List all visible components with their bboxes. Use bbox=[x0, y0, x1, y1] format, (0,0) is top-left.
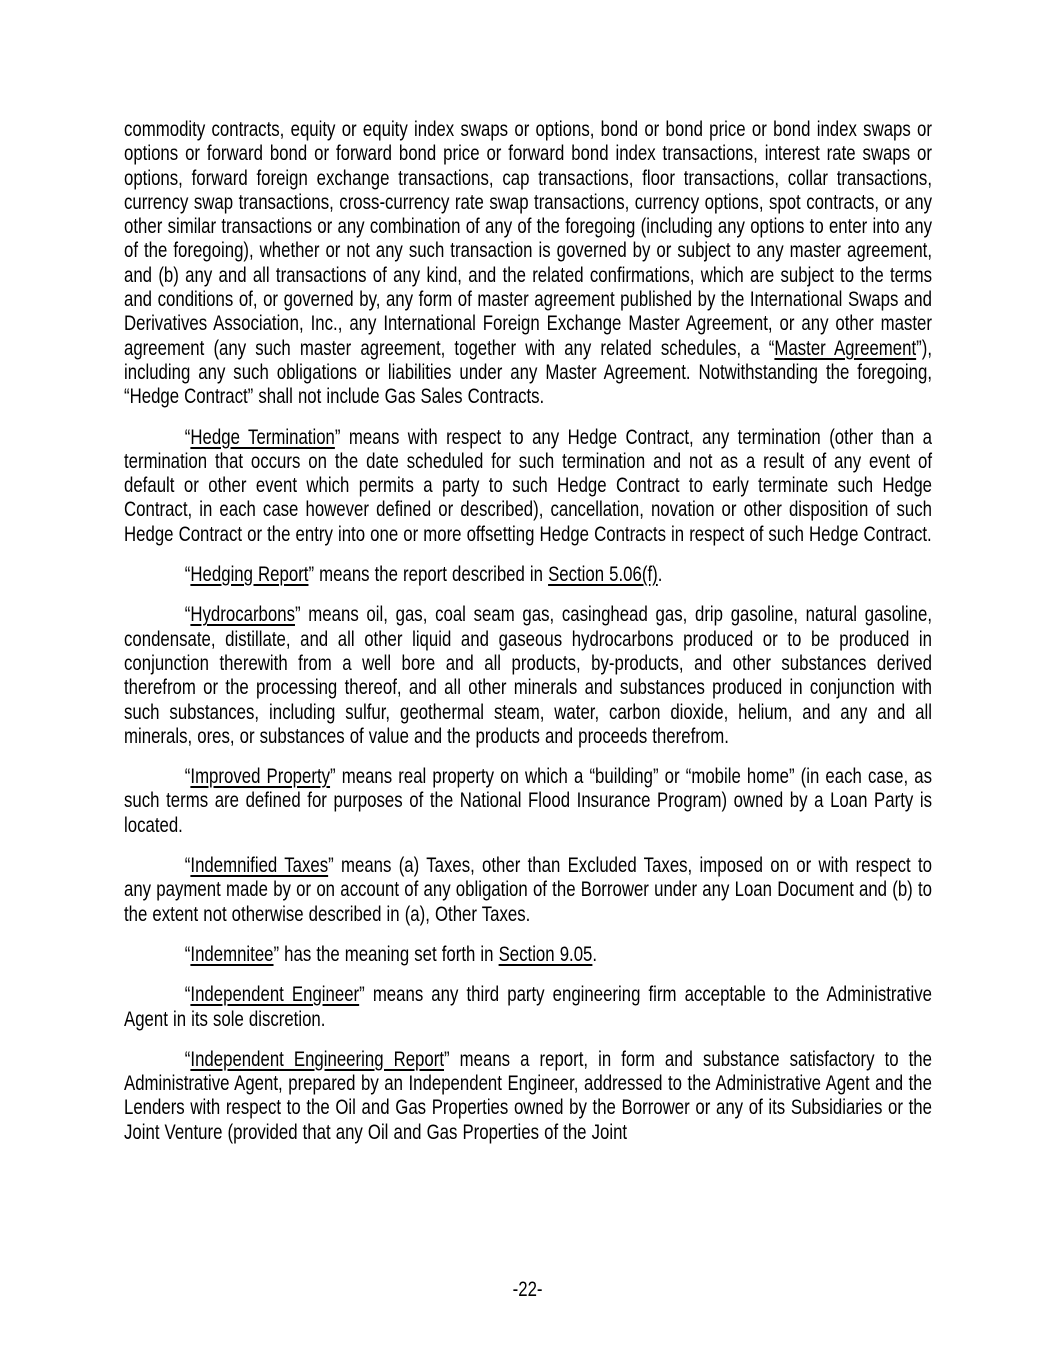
paragraph-text: “ bbox=[184, 983, 191, 1007]
defined-term: Hedging Report bbox=[190, 563, 309, 587]
paragraph-text: ” means real property on which a “building” or “mobile home” (in each case, as such terms are defined for purposes of the National Flood Insurance Program) owned by a Loan Party is located. bbox=[124, 765, 933, 837]
paragraph bbox=[124, 603, 932, 749]
defined-term: Master Agreement bbox=[774, 336, 917, 360]
paragraph-text: ” means any third party engineering firm acceptable to the Administrative Agent in its sole discretion. bbox=[124, 983, 932, 1031]
paragraph-text: ” means (a) Taxes, other than Excluded Taxes, imposed on or with respect to any payment made by or on account of any obligation of the Borrower under any Loan Document and (b) to the extent not otherwise described in (a), Other Taxes. bbox=[124, 854, 933, 926]
paragraph bbox=[124, 1048, 932, 1145]
paragraph-text: “ bbox=[184, 854, 191, 878]
paragraph-text: . bbox=[592, 942, 598, 966]
paragraph bbox=[124, 854, 932, 927]
paragraph bbox=[124, 118, 932, 410]
paragraph bbox=[124, 765, 932, 838]
page-number: -22- bbox=[512, 1278, 543, 1301]
paragraph bbox=[124, 563, 932, 587]
paragraph-text: . bbox=[657, 563, 663, 587]
defined-term: Improved Property bbox=[190, 765, 331, 789]
defined-term: Hedge Termination bbox=[190, 425, 335, 449]
paragraph bbox=[124, 426, 932, 547]
paragraph-text: “ bbox=[184, 765, 191, 789]
paragraph-text: “ bbox=[184, 603, 191, 627]
paragraph bbox=[124, 943, 932, 967]
paragraph bbox=[124, 983, 932, 1032]
defined-term: Section 9.05 bbox=[498, 942, 593, 966]
paragraph-text: “ bbox=[184, 942, 191, 966]
defined-term: Indemnitee bbox=[190, 942, 274, 966]
defined-term: Hydrocarbons bbox=[190, 603, 295, 627]
defined-term: Independent Engineering Report bbox=[190, 1047, 445, 1071]
paragraph-text: ”), including any such obligations or liabilities under any Master Agreement. Notwithstanding the foregoing, “Hedge Contract” shall not include Gas Sales Contracts. bbox=[124, 336, 932, 409]
defined-term: Independent Engineer bbox=[190, 983, 360, 1007]
document-body bbox=[124, 118, 932, 1145]
defined-term: Indemnified Taxes bbox=[190, 854, 329, 878]
paragraph-text: ” means a report, in form and substance satisfactory to the Administrative Agent, prepared by an Independent Engineer, addressed to the Administrative Agent and the Lenders with respect to the Oil and Gas Properties owned by the Borrower or any of its Subsidiaries or the Joint Venture (provided that any Oil and Gas Properties of the Joint bbox=[124, 1047, 932, 1144]
paragraph-text: ” means oil, gas, coal seam gas, casinghead gas, drip gasoline, natural gasoline, condensate, distillate, and all other liquid and gaseous hydrocarbons produced or to be produced in conjunction therewith from a well bore and all products, by-products, and other substances derived therefrom or the processing thereof, and all other minerals and substances produced in conjunction with such substances, including sulfur, geothermal steam, water, carbon dioxide, helium, and any and all minerals, ores, or substances of value and the products and proceeds therefrom. bbox=[124, 603, 932, 748]
paragraph-text: ” means the report described in bbox=[308, 563, 549, 587]
paragraph-text: “ bbox=[184, 563, 191, 587]
paragraph-text: ” has the meaning set forth in bbox=[273, 942, 499, 966]
paragraph-text: ” means with respect to any Hedge Contract, any termination (other than a termination that occurs on the date scheduled for such termination and not as a result of any event of default or other event which permits a party to such Hedge Contract to early terminate such Hedge Contract, in each case however defined or described), cancellation, novation or other disposition of such Hedge Contract or the entry into one or more offsetting Hedge Contracts in respect of such Hedge Contract. bbox=[124, 425, 932, 546]
paragraph-text: commodity contracts, equity or equity index swaps or options, bond or bond price or bond index swaps or options or forward bond or forward bond price or forward bond index transactions, interest rate swaps or options, forward foreign exchange transactions, cap transactions, floor transactions, collar transactions, currency swap transactions, cross-currency rate swap transactions, currency options, spot contracts, or any other similar transactions or any combination of any of the foregoing (including any options to enter into any of the foregoing), whether or not any such transaction is governed by or subject to any master agreement, and (b) any and all transactions of any kind, and the related confirmations, which are subject to the terms and conditions of, or governed by, any form of master agreement published by the International Swaps and Derivatives Association, Inc., any International Foreign Exchange Master Agreement, or any other master agreement (any such master agreement, together with any related schedules, a “ bbox=[124, 118, 932, 360]
paragraph-text: “ bbox=[184, 425, 191, 449]
defined-term: Section 5.06(f) bbox=[548, 563, 658, 587]
paragraph-text: “ bbox=[184, 1047, 191, 1071]
